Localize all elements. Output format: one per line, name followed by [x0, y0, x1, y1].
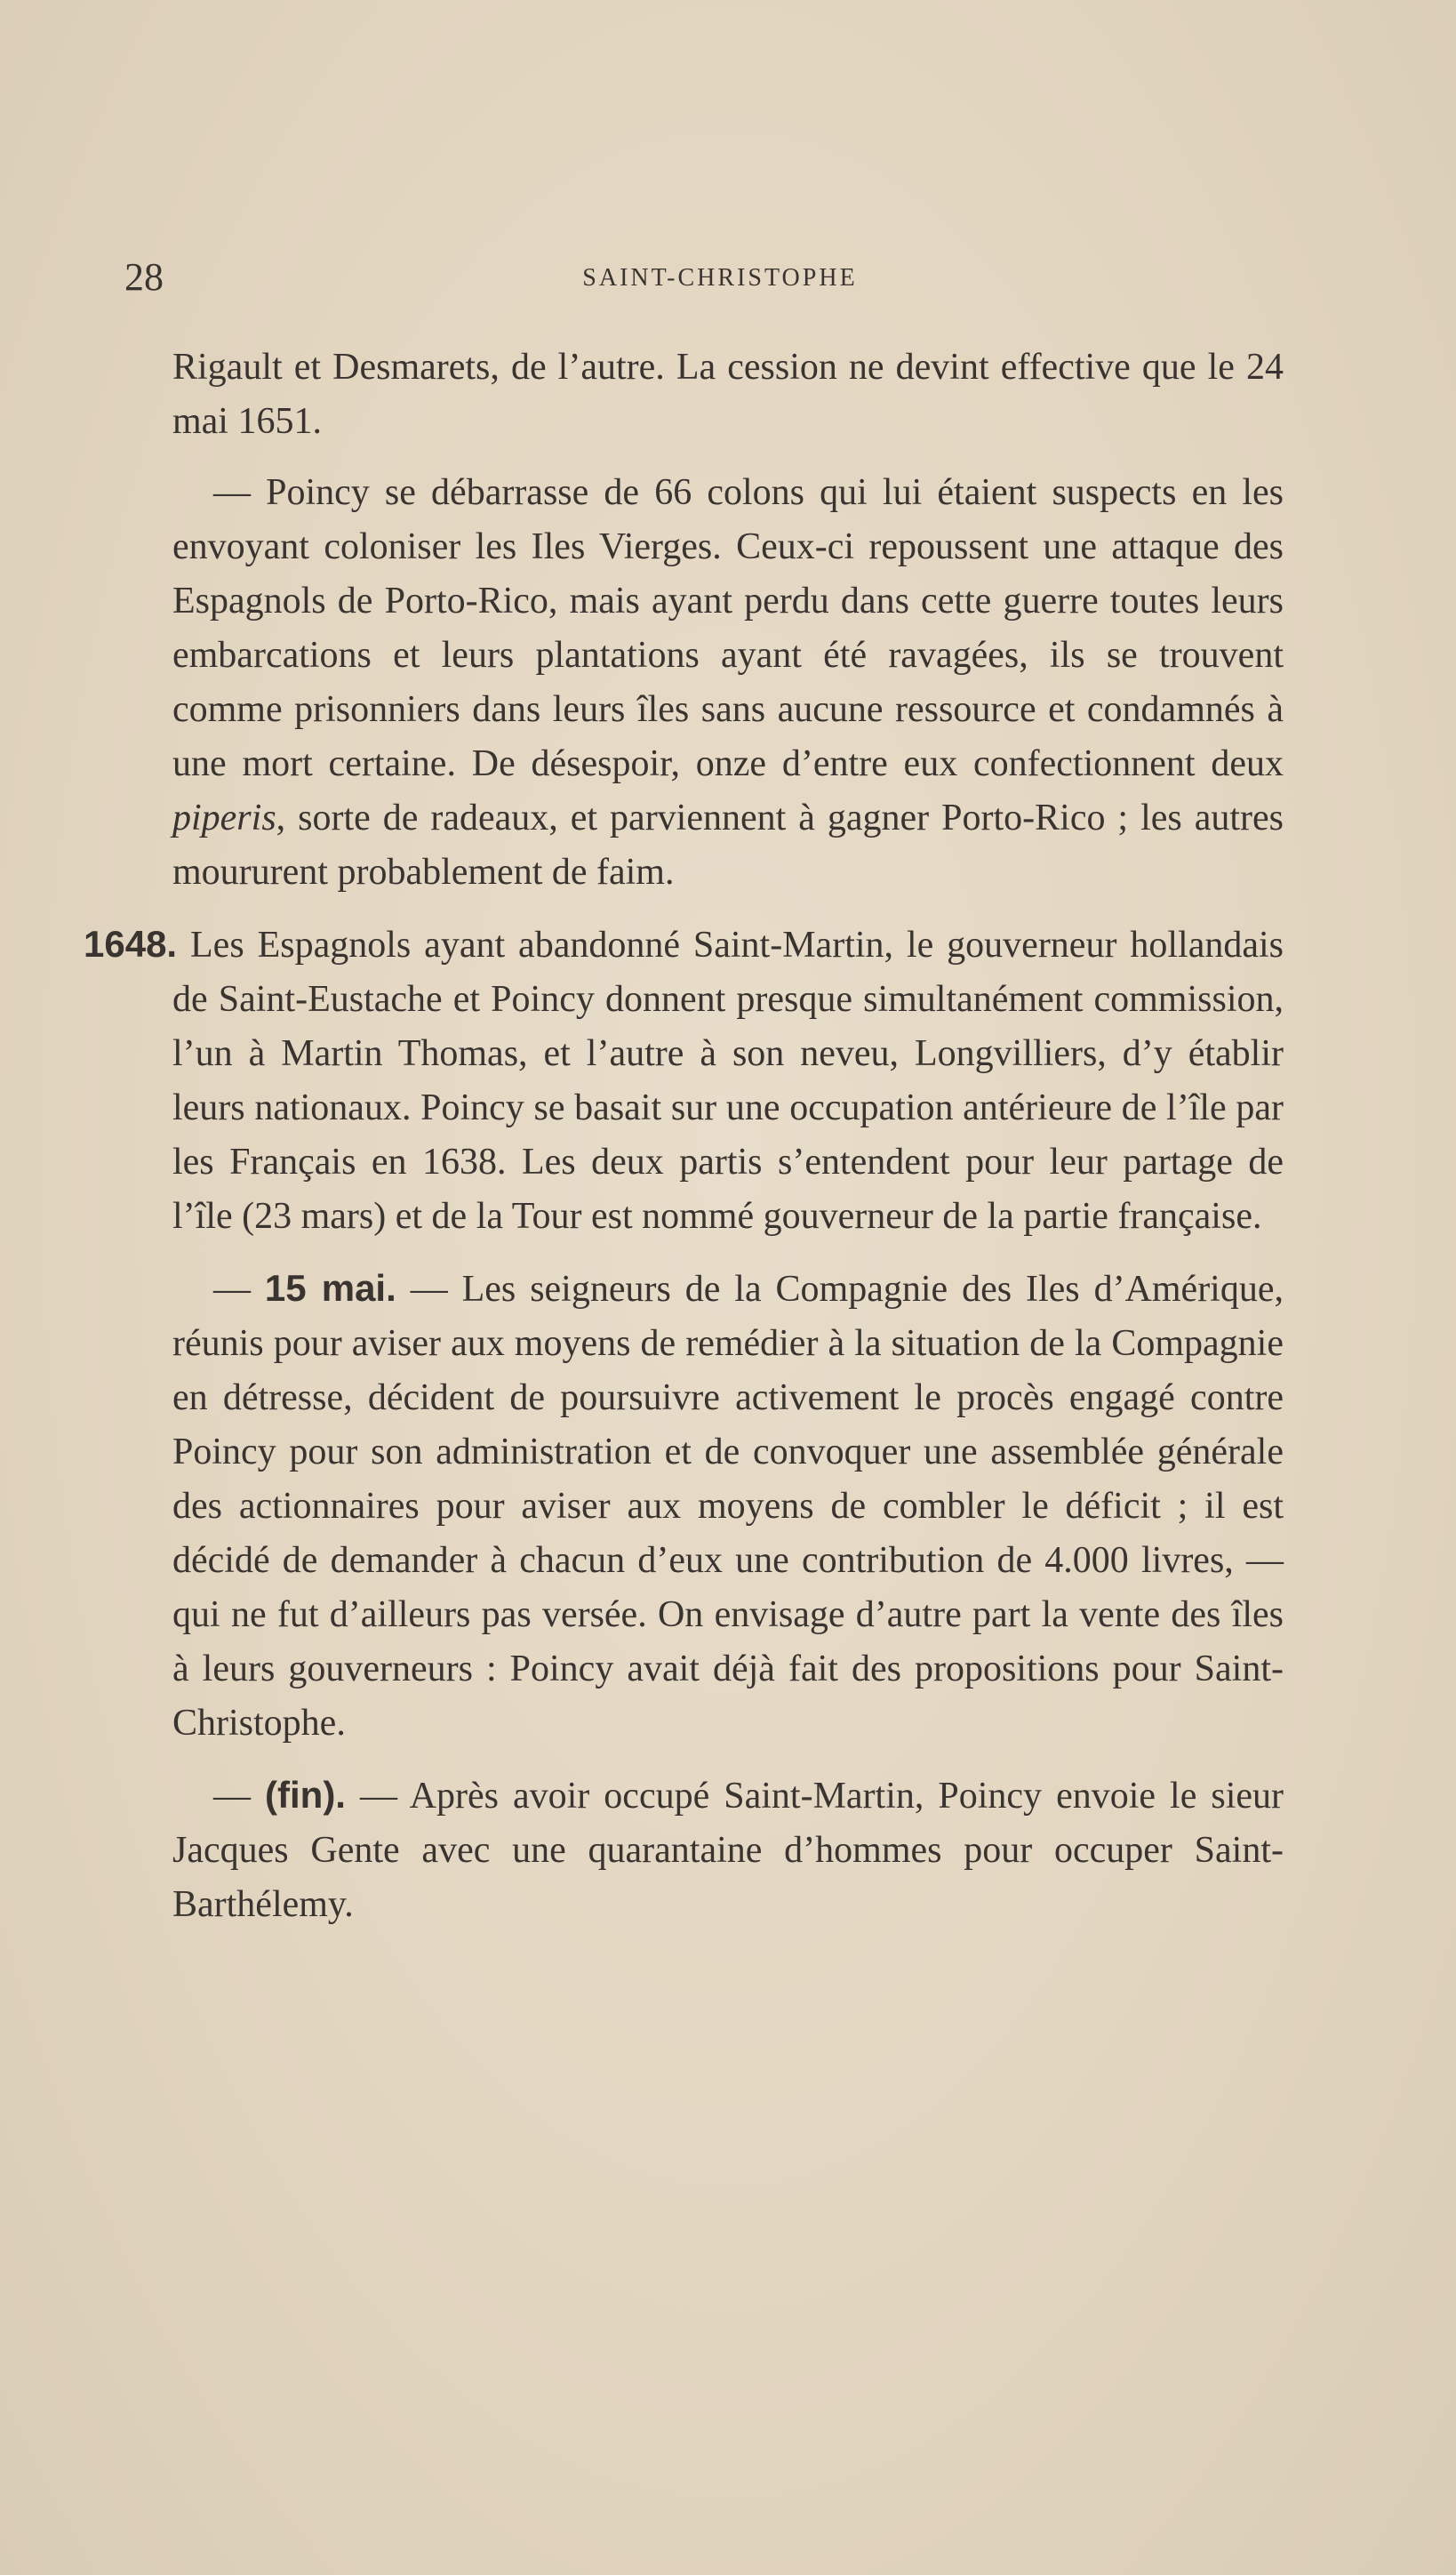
dash-prefix: —: [213, 1776, 266, 1817]
paragraph-fin: [172, 1768, 1284, 1932]
italic-term: piperis: [172, 798, 276, 838]
date-label: 15 mai.: [264, 1267, 396, 1309]
paragraph-text: — Les seigneurs de la Compagnie des Iles d’Amérique, réunis pour aviser aux moyens de remédier à la situation de la Compagnie en détresse, décident de poursuivre activement le procès engagé contre Poincy pour son administration et de convoquer une assemblée générale des actionnaires pour aviser aux moyens de combler le déficit ; il est décidé de demander à chacun d’eux une contribution de 4.000 livres, — qui ne fut d’ailleurs pas versée. On envisage d’autre part la vente des îles à leurs gouverneurs : Poincy avait déjà fait des propositions pour Saint-Christophe.: [172, 1269, 1284, 1744]
paragraph-15-mai: [172, 1261, 1284, 1751]
page-header: [124, 251, 1280, 304]
dash-prefix: —: [213, 1269, 265, 1310]
paragraph-text: Les Espagnols ayant abandonné Saint-Martin, le gouverneur hollandais de Saint-Eustache et Poincy donnent presque simultanément commission, l’un à Martin Thomas, et l’autre à son neveu, Longvilliers, d’y établir leurs nationaux. Poincy se basait sur une occupation antérieure de l’île par les Français en 1638. Les deux partis s’entendent pour leur partage de l’île (23 mars) et de la Tour est nommé gouverneur de la partie française.: [172, 925, 1284, 1237]
page-number: 28: [124, 255, 164, 299]
year-label: 1648.: [84, 923, 178, 965]
date-label: (fin).: [265, 1774, 346, 1816]
paragraph-text: , sorte de radeaux, et parviennent à gagner Porto-Rico ; les autres moururent probablement de faim.: [172, 798, 1284, 893]
paragraph-text: — Après avoir occupé Saint-Martin, Poincy envoie le sieur Jacques Gente avec une quarantaine d’hommes pour occuper Saint-Barthélemy.: [172, 1776, 1284, 1925]
paragraph-continuation: [172, 341, 1284, 449]
body-text: [84, 341, 1284, 1949]
running-head: SAINT-CHRISTOPHE: [582, 264, 858, 292]
paragraph-iles-vierges: [172, 466, 1284, 900]
paragraph-text: Rigault et Desmarets, de l’autre. La cession ne devint effective que le 24 mai 1651.: [172, 347, 1284, 442]
paragraph-text: — Poincy se débarrasse de 66 colons qui lui étaient suspects en les envoyant coloniser les Iles Vierges. Ceux-ci repoussent une attaque des Espagnols de Porto-Rico, mais ayant perdu dans cette guerre toutes leurs embarcations et leurs plantations ayant été ravagées, ils se trouvent comme prisonniers dans leurs îles sans aucune ressource et condamnés à une mort certaine. De désespoir, onze d’entre eux confectionnent deux: [172, 472, 1284, 784]
paragraph-1648: [84, 917, 1284, 1244]
